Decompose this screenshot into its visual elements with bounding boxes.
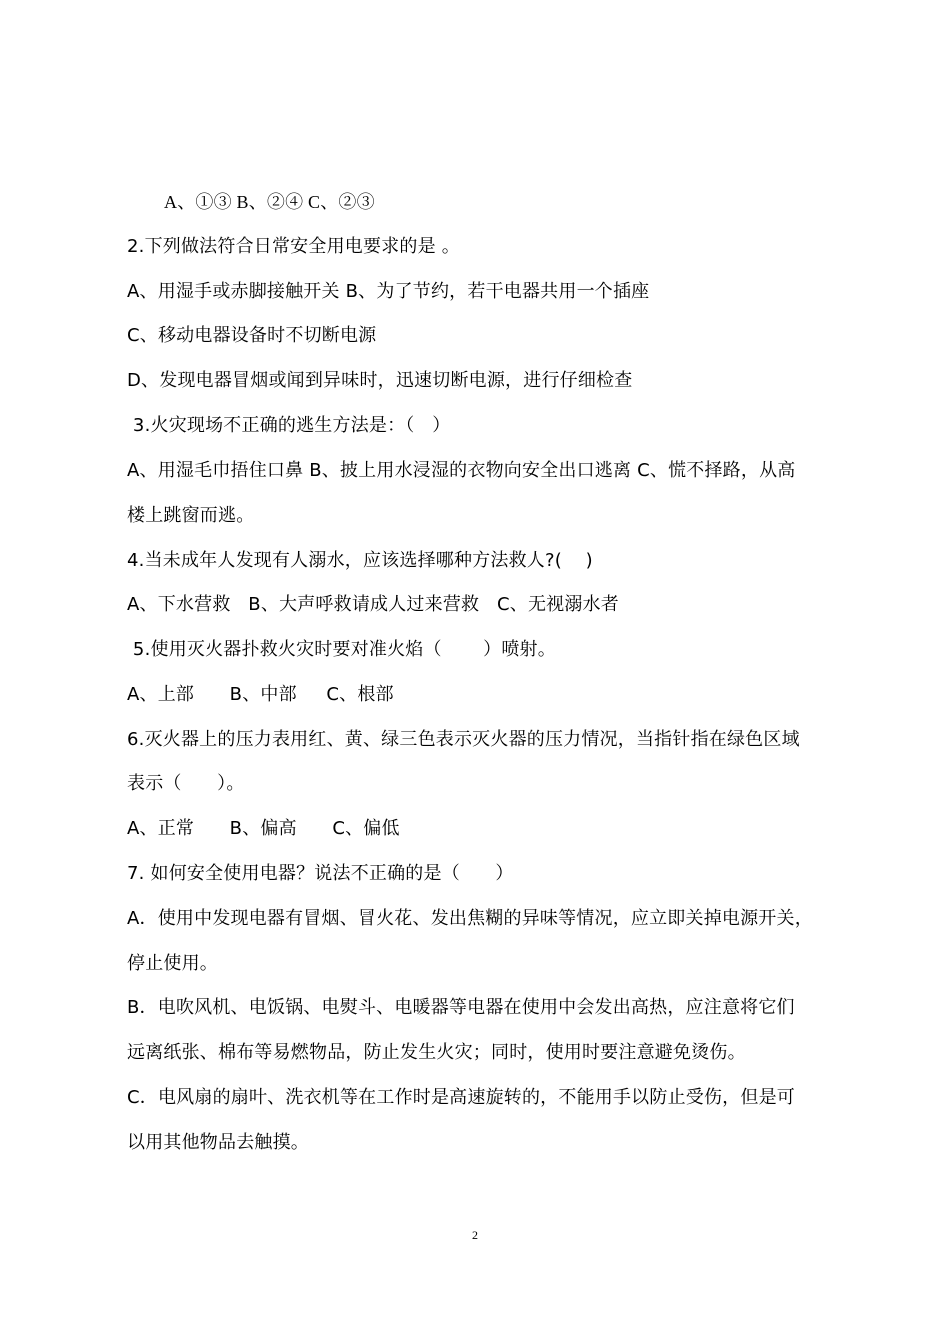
q6-stem: 6.灭火器上的压力表用红、黄、绿三色表示灭火器的压力情况，当指针指在绿色区域 xyxy=(127,729,800,750)
page-number: 2 xyxy=(472,1228,478,1242)
q4-stem: 4.当未成年人发现有人溺水，应该选择哪种方法救人?( ) xyxy=(127,550,593,571)
q5-stem: 5.使用灭火器扑救火灾时要对准火焰（ ）喷射。 xyxy=(127,639,556,660)
q3-stem: 3.火灾现场不正确的逃生方法是：（ ） xyxy=(127,415,451,436)
q2-options-ab: A、用湿手或赤脚接触开关 B、为了节约，若干电器共用一个插座 xyxy=(127,281,650,302)
q1-options: A、①③ B、②④ C、②③ xyxy=(164,192,375,212)
q7-option-c-cont: 以用其他物品去触摸。 xyxy=(127,1132,309,1153)
q2-stem: 2.下列做法符合日常安全用电要求的是 。 xyxy=(127,236,460,257)
q2-option-d: D、发现电器冒烟或闻到异味时，迅速切断电源，进行仔细检查 xyxy=(127,370,633,391)
q7-option-a: A．使用中发现电器有冒烟、冒火花、发出焦糊的异味等情况，应立即关掉电源开关， xyxy=(127,908,813,929)
q7-stem: 7. 如何安全使用电器？说法不正确的是（ ） xyxy=(127,863,514,884)
q7-option-b: B．电吹风机、电饭锅、电熨斗、电暖器等电器在使用中会发出高热，应注意将它们 xyxy=(127,997,795,1018)
q4-options: A、下水营救 B、大声呼救请成人过来营救 C、无视溺水者 xyxy=(127,594,619,615)
q7-option-c: C．电风扇的扇叶、洗衣机等在工作时是高速旋转的，不能用手以防止受伤，但是可 xyxy=(127,1087,795,1108)
q5-options: A、上部 B、中部 C、根部 xyxy=(127,684,394,705)
q6-stem-cont: 表示（ ）。 xyxy=(127,773,245,794)
q6-options: A、正常 B、偏高 C、偏低 xyxy=(127,818,400,839)
q7-option-b-cont: 远离纸张、棉布等易燃物品，防止发生火灾；同时，使用时要注意避免烫伤。 xyxy=(127,1042,746,1063)
q7-option-a-cont: 停止使用。 xyxy=(127,953,218,974)
q2-option-c: C、移动电器设备时不切断电源 xyxy=(127,325,377,346)
q3-options: A、用湿毛巾捂住口鼻 B、披上用水浸湿的衣物向安全出口逃离 C、慌不择路，从高 xyxy=(127,460,796,481)
q3-options-cont: 楼上跳窗而逃。 xyxy=(127,505,255,526)
